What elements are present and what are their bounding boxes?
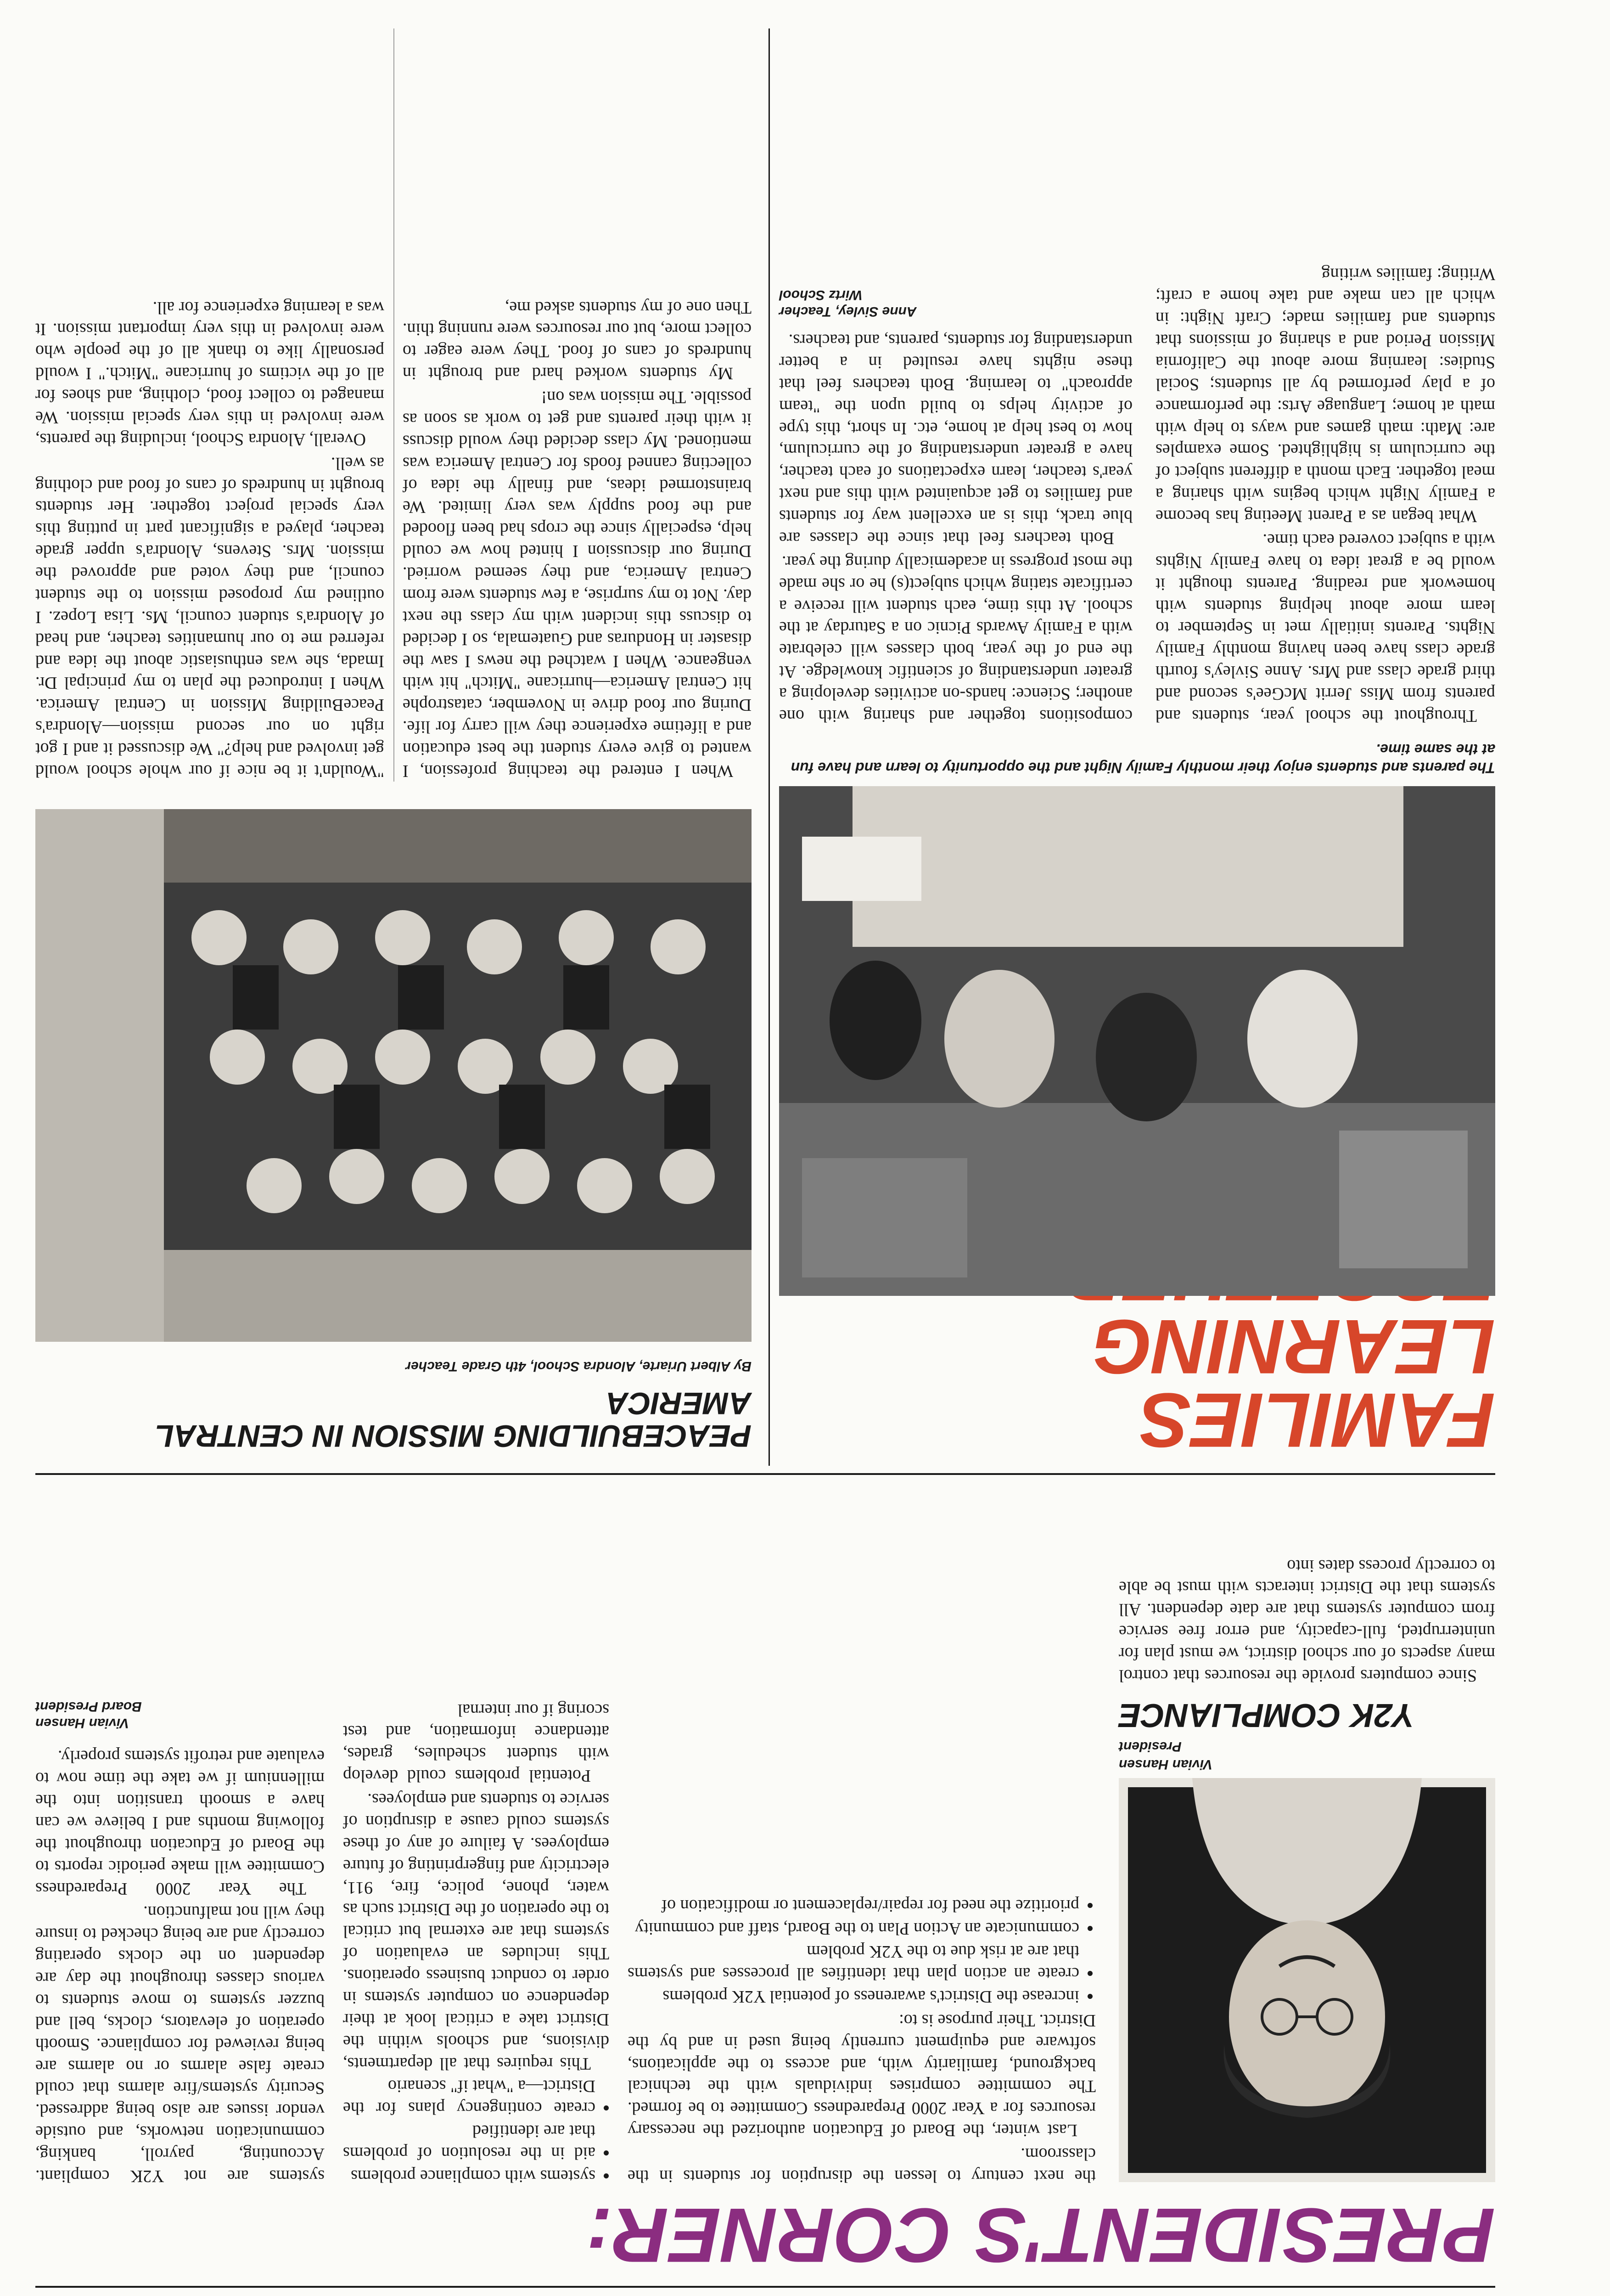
president-photo [1119,1778,1495,2182]
signature-name: Anne Sivley, Teacher [779,304,917,320]
y2k-signature [35,1699,325,1732]
families-paragraph: Both teachers feel that since the classes are blue track, this is an excellent way for students and families to get acquainted with this and next year's teacher, learn expectations of each teacher, have a greater understanding of the curriculum, how to best help at home, etc. In short, this type of activity helps to build upon the "team approach" to learning. Both teachers feel that these nights have resulted in a better understanding for students, parents, and teachers. [779,331,1133,548]
list-item: • create an action plan that identifies all processes and systems that are at risk due to the Y2K problem [628,1940,1079,1984]
y2k-purpose-list [628,1895,1096,2007]
families-column-2 [779,287,1133,726]
peacebuilding-title [35,1386,752,1452]
president-role: President [1119,1739,1182,1754]
column-divider [393,28,394,782]
families-signature [779,287,1133,320]
y2k-column-4 [35,1699,325,2187]
y2k-paragraph: Potential problems could develop with student schedules, grades, attendance information, and test scoring if our internal [343,1700,609,1786]
families-column-1 [1156,261,1495,726]
signature-name: Vivian Hansen [35,1716,129,1731]
y2k-purpose-list-cont [343,2075,609,2187]
families-photo-caption: The parents and students enjoy their monthly Family Night and the opportunity to learn and have fun at the same time. [791,741,1495,776]
y2k-paragraph: Last winter, the Board of Education authorized the necessary resources for a Year 2000 Preparedness Committee to be formed. The committee comprises individuals with the technical background, familiarity with, and access to the applications, software and equipment currently being used in and by the District. Their purpose is to: [628,2010,1096,2140]
list-item: • prioritize the need for repair/replacement or modification of [628,1895,1079,1917]
signature-school: Wirtz School [779,287,863,303]
list-item: • communicate an Action Plan to the Board, staff and community [628,1918,1079,1940]
peacebuilding-title-line-1: PEACEBUILDING MISSION IN CENTRAL [155,1418,752,1453]
president-portrait-icon [1119,1778,1495,2182]
y2k-paragraph: Since computers provide the resources that control many aspects of our school district, we must plan for uninterrupted, full-capacity, and error free service from computer systems that are date dependent. All systems that the District interacts with must be able to correctly process dates into [1119,1556,1495,1685]
y2k-section-title: Y2K COMPLIANCE [1119,1697,1415,1733]
peacebuilding-paragraph: "Wouldn't it be nice if our whole school would get involved and help?" We discussed it and I got right on our second mission—Alondra's PeaceBuilding Mission in Central America. When I introduced the plan to my principal Dr. Imada, she was enthusiastic about the idea and referred me to our humanities teacher, and head of Alondra's student council, Ms. Lisa Lopez. I outlined my proposed mission to the student council, and they voted and approved the mission. Mrs. Stevens, Alondra's upper grade teacher, played a significant part in putting this very special project together. Her students brought in hundreds of cans of food and clothing as well. [35,453,384,781]
section-divider [35,1473,1495,1475]
y2k-paragraph: This requires that all departments, divisions, and schools within the District take a critical look at their dependence on computer systems in order to conduct business operations. This includes an evaluation of systems that are external but critical to the operation of the District such as water, phone, police, fire, 911, electricity and fingerprinting of future employees. A failure of any of these systems could cause a disruption of service to students and employees. [343,1790,609,2073]
students-group-photo-icon [35,809,752,1342]
families-paragraph: What began as a Parent Meeting has become a Family Night which begins with sharing a meal together. Each month a different subject of the curriculum is highlighted. Some examples are: Math: math games and ways to help with math at home; Language Arts: the performance of a play performed by all students; Social Studies: learning more about the California Mission Period and a sharing of missions that students and families made; Craft Night: in which all can make and take home a craft; Writing: families writing [1156,264,1495,526]
peacebuilding-paragraph: When I entered the teaching profession, I wanted to give every student the best education and a lifetime experience they will carry for life. During our food drive in November, catastrophe hit Central America—hurricane "Mitch" hit with vengeance. When I watched the news I saw the disaster in Honduras and Guatemala, so I decided to discuss this incident with my class the next day. Not to my surprise, a few students were from Central America, and they seemed worried. During our discussion I hinted how we could help, especially since the crops had been flooded and the food supply was very limited. We brainstormed ideas, and finally the idea of collecting canned foods for Central America was mentioned. My class decided they would discuss it with their parents and get to work as soon as possible. The mission was on! [403,388,752,781]
family-night-photo-icon [779,786,1495,1296]
y2k-paragraph: The Year 2000 Preparedness Committee will make periodic reports to the Board of Education throughout the following months and I believe we can have a smooth transition into the millennium if we take the time now to evaluate and retrofit systems properly. [35,1747,325,1898]
y2k-column-1 [1119,1553,1495,1686]
president-name: Vivian Hansen [1119,1757,1212,1772]
families-photo [779,786,1495,1296]
list-item: • aid in the resolution of problems that are identified [343,2120,595,2164]
y2k-paragraph: systems are not Y2K compliant. Accounting, payroll, banking, communication networks, and outside vendor issues are also being addressed. Security systems/fire alarms that could create false alarms or no alarms are being reviewed for compliance. Smooth operation of elevators, clocks, bell and buzzer systems to move students to various classes throughout the day are dependent on the clocks operating correctly and are being checked to insure they will not malfunction. [35,1902,325,2186]
signature-role: Board President [35,1699,142,1715]
families-paragraph: compositions together and sharing with one another; Science: hands-on activities developing a greater understanding of scientific knowledge. At the end of the year, both classes will celebrate with a Family Awards Picnic on a Saturday at the school. At this time, each student will receive a certificate stating which subject(s) he or she made the most progress in academically during the year. [779,552,1133,726]
y2k-paragraph: the next century to lessen the disruption for students in the classroom. [628,2144,1096,2186]
peacebuilding-title-line-2: AMERICA [606,1385,752,1421]
header-rule [35,2286,1495,2288]
y2k-column-3 [343,1697,609,2187]
list-item: • increase the District's awareness of potential Y2K problems [628,1985,1079,2007]
y2k-column-2 [628,1894,1096,2187]
president-photo-caption [1119,1738,1495,1773]
presidents-corner-title: PRESIDENT'S CORNER: [585,2192,1495,2279]
peacebuilding-column-1 [403,294,752,782]
peacebuilding-photo [35,809,752,1342]
families-title-line-1: FAMILIES LEARNING [1092,1304,1495,1463]
peacebuilding-column-2 [35,294,384,782]
peacebuilding-paragraph: Overall, Alondra School, including the parents, were involved in this very special mission. We managed to collect food, clothing, and shoes for all of the victims of hurricane "Mitch." I would personally like to thank all of the people who were involved in this very important mission. It was a learning experience for all. [35,298,384,449]
peacebuilding-paragraph: My students worked hard and brought in hundreds of cans of food. They were eager to collect more, but our resources were running thin. Then one of my students asked me, [403,298,752,383]
peacebuilding-byline: By Albert Uriarte, Alondra School, 4th Grade Teacher [405,1359,752,1374]
list-item: • systems with compliance problems [343,2165,595,2187]
list-item: • create contingency plans for the District—a "what if" scenario [343,2075,595,2119]
column-divider [769,28,770,1466]
families-paragraph: Throughout the school year, students and parents from Miss Jerrit McGee's second and third grade class and Mrs. Anne Sivley's fourth grade class have been having monthly Family Nights. Parents initially met in September to learn more about helping students with homework and reading. Parents thought it would be a great idea to have Family Nights with a subject covered each time. [1156,530,1495,726]
